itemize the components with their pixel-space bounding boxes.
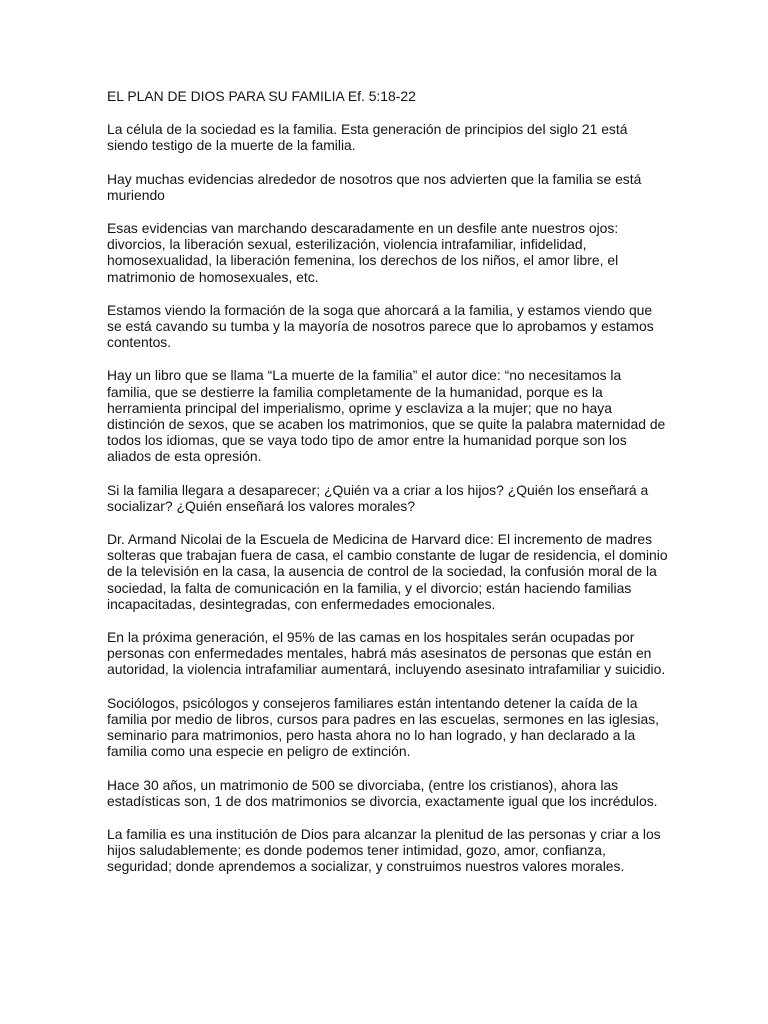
- paragraph-7: Dr. Armand Nicolai de la Escuela de Medicina de Harvard dice: El incremento de madres solteras que trabajan fuera de casa, el cambio constante de lugar de residencia, el dominio de la televisión en la casa, la ausencia de control de la sociedad, la confusión moral de la sociedad, la falta de comunicación en la familia, y el divorcio; están haciendo familias incapacitadas, desintegradas, con enfermedades emocionales.: [107, 531, 668, 612]
- paragraph-9: Sociólogos, psicólogos y consejeros familiares están intentando detener la caída de la familia por medio de libros, cursos para padres en las escuelas, sermones en las iglesias, seminario para matrimonios, pero hasta ahora no lo han logrado, y han declarado a la familia como una especie en peligro de extinción.: [107, 694, 660, 760]
- paragraph-2: Hay muchas evidencias alrededor de nosotros que nos advierten que la familia se está muriendo: [107, 170, 642, 203]
- paragraph-5: Hay un libro que se llama “La muerte de la familia” el autor dice: “no necesitamos la familia, que se destierre la familia completamente de la humanidad, porque es la herramienta principal del imperialismo, oprime y esclaviza a la mujer; que no haya distinción de sexos, que se acaben los matrimonios, que se quite la palabra maternidad de todos los idiomas, que se vaya todo tipo de amor entre la humanidad porque son los aliados de esta opresión.: [107, 367, 666, 465]
- paragraph-3: Esas evidencias van marchando descaradamente en un desfile ante nuestros ojos: divorcios, la liberación sexual, esterilización, violencia intrafamiliar, infidelidad, homosexualidad, la liberación femenina, los derechos de los niños, el amor libre, el matrimonio de homosexuales, etc.: [107, 220, 619, 285]
- paragraph-6: Si la familia llegara a desaparecer; ¿Quién va a criar a los hijos? ¿Quién los enseñará a socializar? ¿Quién enseñará los valores morales?: [107, 481, 649, 514]
- document-title: EL PLAN DE DIOS PARA SU FAMILIA Ef. 5:18-22: [107, 88, 416, 104]
- paragraph-11: La familia es una institución de Dios para alcanzar la plenitud de las personas y criar a los hijos saludablemente; es donde podemos tener intimidad, gozo, amor, confianza, seguridad; donde aprendemos a socializar, y construimos nuestros valores morales.: [107, 825, 661, 875]
- paragraph-10: Hace 30 años, un matrimonio de 500 se divorciaba, (entre los cristianos), ahora las estadísticas son, 1 de dos matrimonios se divorcia, exactamente igual que los incrédulos.: [107, 776, 658, 809]
- paragraph-1: La célula de la sociedad es la familia. Esta generación de principios del siglo 21 está siendo testigo de la muerte de la familia.: [107, 121, 628, 154]
- paragraph-4: Estamos viendo la formación de la soga que ahorcará a la familia, y estamos viendo que se está cavando su tumba y la mayoría de nosotros parece que lo aprobamos y estamos contentos.: [107, 301, 654, 351]
- paragraph-8: En la próxima generación, el 95% de las camas en los hospitales serán ocupadas por personas con enfermedades mentales, habrá más asesinatos de personas que están en autoridad, la violencia intrafamiliar aumentará, incluyendo asesinato intrafamiliar y suicidio.: [107, 629, 666, 678]
